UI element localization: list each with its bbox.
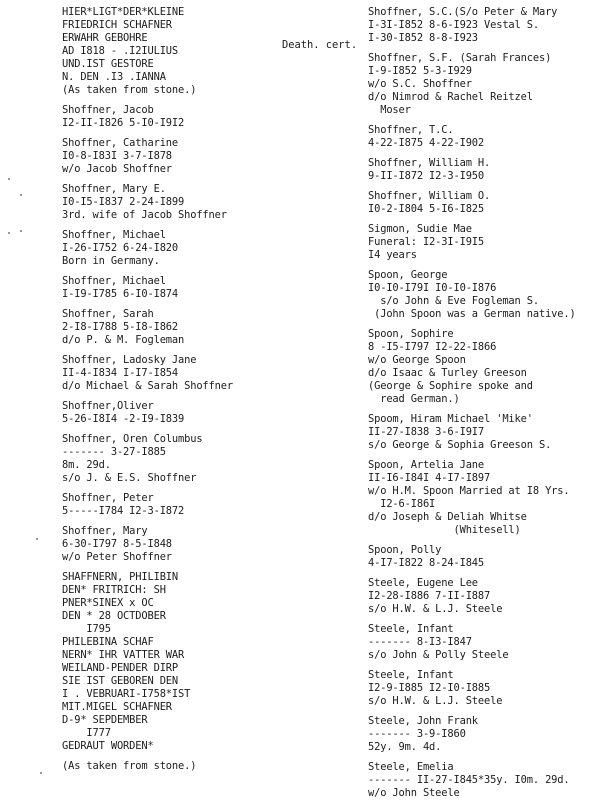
margin-speck <box>36 538 38 540</box>
record-entry <box>368 459 608 537</box>
record-entry <box>62 137 294 176</box>
record-line: Shoffner, Oren Columbus <box>62 433 203 445</box>
record-line: Moser <box>368 104 411 116</box>
record-line: NERN* IHR VATTER WAR <box>62 649 185 661</box>
record-line: read German.) <box>368 393 460 405</box>
record-line: Shoffner, Ladosky Jane <box>62 354 197 366</box>
record-entry <box>62 183 294 222</box>
record-entry <box>62 275 294 301</box>
record-line: FRIEDRICH SCHAFNER <box>62 19 172 31</box>
record-line: I2-9-I885 I2-I0-I885 <box>368 682 491 694</box>
record-line: ------- 8-I3-I847 <box>368 636 472 648</box>
record-line: Shoffner, Jacob <box>62 104 154 116</box>
record-line: w/o S.C. Shoffner <box>368 78 472 90</box>
record-entry <box>62 354 294 393</box>
record-line: WEILAND-PENDER DIRP <box>62 662 179 674</box>
record-line: I . VEBRUARI-I758*IST <box>62 688 191 700</box>
record-line: Shoffner, S.C.(S/o Peter & Mary <box>368 6 558 18</box>
margin-speck <box>40 772 42 774</box>
record-entry <box>62 400 294 426</box>
record-line: Steele, John Frank <box>368 715 478 727</box>
record-entry <box>368 544 608 570</box>
record-line: s/o H.W. & L.J. Steele <box>368 695 503 707</box>
record-line: I0-I5-I837 2-24-I899 <box>62 196 185 208</box>
record-line: I777 <box>62 727 111 739</box>
record-line: HIER*LIGT*DER*KLEINE <box>62 6 185 18</box>
record-line: I0-2-I804 5-I6-I825 <box>368 203 485 215</box>
record-line: Spoon, George <box>368 269 448 281</box>
record-line: Shoffner, Michael <box>62 275 166 287</box>
record-line: Funeral: I2-3I-I9I5 <box>368 236 485 248</box>
record-line: Sigmon, Sudie Mae <box>368 223 472 235</box>
record-line: Shoffner, Peter <box>62 492 154 504</box>
record-line: (As taken from stone.) <box>62 84 197 96</box>
record-line: DEN * 28 OCTDOBER <box>62 610 166 622</box>
record-line: I2-28-I886 7-II-I887 <box>368 590 491 602</box>
record-entry <box>368 413 608 452</box>
record-line: I-I9-I785 6-I0-I874 <box>62 288 179 300</box>
record-entry <box>62 571 294 753</box>
record-entry <box>62 525 294 564</box>
record-line: Spoom, Hiram Michael 'Mike' <box>368 413 533 425</box>
record-line: MIT.MIGEL SCHAFNER <box>62 701 172 713</box>
record-line: Spoon, Polly <box>368 544 442 556</box>
record-line: I2-II-I826 5-I0-I9I2 <box>62 117 185 129</box>
record-line: Spoon, Sophire <box>368 328 454 340</box>
record-line: DEN* FRITRICH: SH <box>62 584 166 596</box>
record-line: I-26-I752 6-24-I820 <box>62 242 179 254</box>
margin-speck <box>20 194 22 196</box>
record-entry <box>368 52 608 117</box>
right-column <box>368 6 608 807</box>
record-line: 52y. 9m. 4d. <box>368 741 442 753</box>
record-line: ERWAHR GEBOHRE <box>62 32 148 44</box>
record-line: Steele, Emelia <box>368 761 454 773</box>
record-line: UND.IST GESTORE <box>62 58 154 70</box>
record-line: I0-8-I83I 3-7-I878 <box>62 150 172 162</box>
record-line: Shoffner, T.C. <box>368 124 454 136</box>
margin-speck <box>20 230 22 232</box>
record-line: 3rd. wife of Jacob Shoffner <box>62 209 227 221</box>
record-line: w/o Peter Shoffner <box>62 551 172 563</box>
record-line: 6-30-I797 8-5-I848 <box>62 538 172 550</box>
record-line: I795 <box>62 623 111 635</box>
record-line: Shoffner, S.F. (Sarah Frances) <box>368 52 552 64</box>
record-line: Shoffner, Michael <box>62 229 166 241</box>
record-line: Shoffner, William O. <box>368 190 491 202</box>
record-line: II-27-I838 3-6-I9I7 <box>368 426 485 438</box>
margin-speck <box>8 232 10 234</box>
record-line: GEDRAUT WORDEN* <box>62 740 154 752</box>
record-line: s/o J. & E.S. Shoffner <box>62 472 197 484</box>
record-line: 8 -I5-I797 I2-22-I866 <box>368 341 497 353</box>
record-line: 5-26-I8I4 -2-I9-I839 <box>62 413 185 425</box>
record-line: Shoffner, Mary <box>62 525 148 537</box>
record-line: D-9* SEPDEMBER <box>62 714 148 726</box>
record-line: I-9-I852 5-3-I929 <box>368 65 472 77</box>
record-entry <box>62 104 294 130</box>
record-line: Spoon, Artelia Jane <box>368 459 485 471</box>
record-line: PHILEBINA SCHAF <box>62 636 154 648</box>
record-line: Shoffner, Mary E. <box>62 183 166 195</box>
record-line: ------- II-27-I845*35y. I0m. 29d. <box>368 774 570 786</box>
record-entry <box>368 157 608 183</box>
record-line: Born in Germany. <box>62 255 160 267</box>
record-line: I2-6-I86I <box>368 498 436 510</box>
death-cert-annotation: Death. cert. <box>282 39 358 51</box>
record-line: I0-I0-I79I I0-I0-I876 <box>368 282 497 294</box>
record-line: w/o H.M. Spoon Married at I8 Yrs. <box>368 485 570 497</box>
record-line: 9-II-I872 I2-3-I950 <box>368 170 485 182</box>
record-line: 5-----I784 I2-3-I872 <box>62 505 185 517</box>
record-line: ------- 3-9-I860 <box>368 728 466 740</box>
record-entry <box>368 577 608 616</box>
record-entry <box>62 760 294 773</box>
record-entry <box>62 433 294 485</box>
record-line: N. DEN .I3 .IANNA <box>62 71 166 83</box>
record-entry <box>368 328 608 406</box>
record-line: Shoffner, Catharine <box>62 137 179 149</box>
record-line: ------- 3-27-I885 <box>62 446 166 458</box>
record-line: d/o Isaac & Turley Greeson <box>368 367 527 379</box>
record-line: Steele, Eugene Lee <box>368 577 478 589</box>
record-line: 2-I8-I788 5-I8-I862 <box>62 321 179 333</box>
record-line: w/o John Steele <box>368 787 460 799</box>
record-line: d/o Joseph & Deliah Whitse <box>368 511 527 523</box>
record-line: AD I818 - .I2IULIUS <box>62 45 179 57</box>
record-entry <box>62 492 294 518</box>
record-line: I-3I-I852 8-6-I923 Vestal S. <box>368 19 539 31</box>
record-line: II-I6-I84I 4-I7-I897 <box>368 472 491 484</box>
record-entry <box>368 761 608 800</box>
margin-speck <box>8 178 10 180</box>
record-entry <box>368 269 608 321</box>
record-line: SHAFFNERN, PHILIBIN <box>62 571 179 583</box>
record-line: (John Spoon was a German native.) <box>368 308 576 320</box>
record-line: Steele, Infant <box>368 623 454 635</box>
record-line: w/o George Spoon <box>368 354 466 366</box>
record-line: Shoffner, Sarah <box>62 308 154 320</box>
record-line: s/o John & Eve Fogleman S. <box>368 295 539 307</box>
record-entry <box>62 308 294 347</box>
record-line: 4-I7-I822 8-24-I845 <box>368 557 485 569</box>
record-line: 8m. 29d. <box>62 459 111 471</box>
record-line: s/o H.W. & L.J. Steele <box>368 603 503 615</box>
record-line: Shoffner,Oliver <box>62 400 154 412</box>
record-entry <box>368 223 608 262</box>
record-line: (As taken from stone.) <box>62 760 197 772</box>
record-line: PNER*SINEX x OC <box>62 597 154 609</box>
record-entry <box>368 669 608 708</box>
left-column <box>62 6 294 780</box>
record-line: d/o P. & M. Fogleman <box>62 334 185 346</box>
record-line: (George & Sophire spoke and <box>368 380 533 392</box>
record-line: II-4-I834 I-I7-I854 <box>62 367 179 379</box>
record-entry <box>368 715 608 754</box>
record-entry <box>62 6 294 97</box>
record-entry <box>368 6 608 45</box>
record-line: I4 years <box>368 249 417 261</box>
record-line: w/o Jacob Shoffner <box>62 163 172 175</box>
record-line: 4-22-I875 4-22-I902 <box>368 137 485 149</box>
record-entry <box>368 124 608 150</box>
record-line: Shoffner, William H. <box>368 157 491 169</box>
record-entry <box>368 623 608 662</box>
record-entry <box>62 229 294 268</box>
record-line: d/o Michael & Sarah Shoffner <box>62 380 233 392</box>
record-line: s/o George & Sophia Greeson S. <box>368 439 552 451</box>
record-entry <box>368 190 608 216</box>
record-line: (Whitesell) <box>368 524 521 536</box>
record-line: d/o Nimrod & Rachel Reitzel <box>368 91 533 103</box>
record-line: s/o John & Polly Steele <box>368 649 509 661</box>
record-line: Steele, Infant <box>368 669 454 681</box>
record-line: I-30-I852 8-8-I923 <box>368 32 478 44</box>
record-line: SIE IST GEBOREN DEN <box>62 675 179 687</box>
